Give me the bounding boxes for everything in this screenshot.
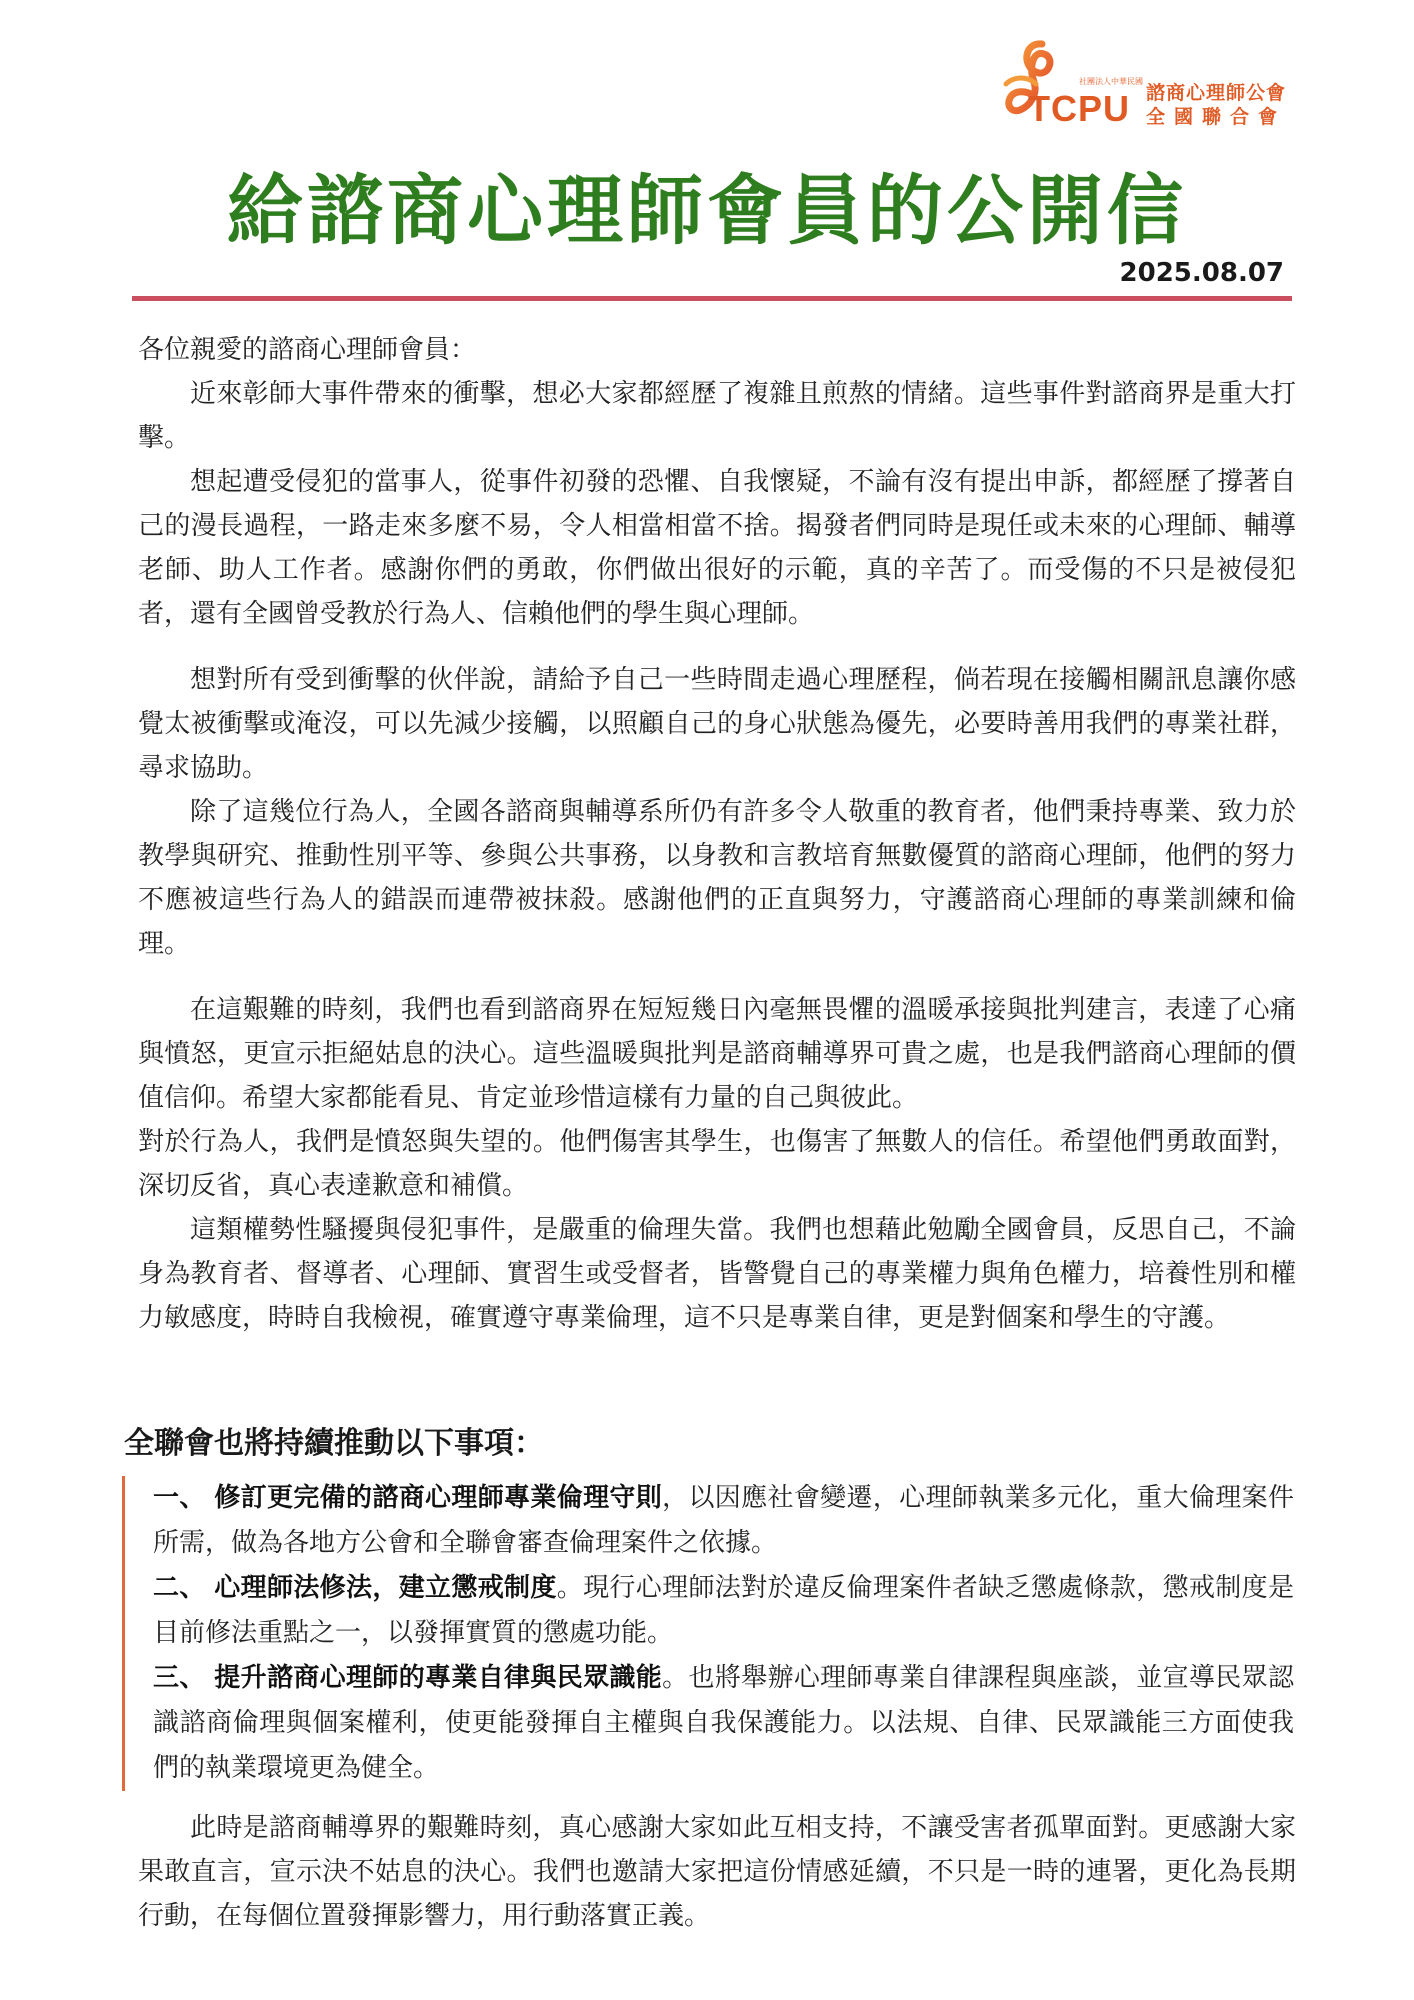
paragraph-2: 想起遭受侵犯的當事人，從事件初發的恐懼、自我懷疑，不論有沒有提出申訴，都經歷了撐著自己的漫長過程，一路走來多麼不易，令人相當相當不捨。揭發者們同時是現任或未來的心理師、輔導老師、助人工作者。感謝你們的勇敢，你們做出很好的示範，真的辛苦了。而受傷的不只是被侵犯者，還有全國曾受教於行為人、信賴他們的學生與心理師。 <box>138 467 1296 629</box>
letter-date: 2025.08.07 <box>1119 258 1284 288</box>
paragraph-6: 對於行為人，我們是憤怒與失望的。他們傷害其學生，也傷害了無數人的信任。希望他們勇敢面對，深切反省，真心表達歉意和補償。 <box>138 1127 1296 1201</box>
paragraph-4: 除了這幾位行為人，全國各諮商與輔導系所仍有許多令人敬重的教育者，他們秉持專業、致力於教學與研究、推動性別平等、參與公共事務，以身教和言教培育無數優質的諮商心理師，他們的努力不應被這些行為人的錯誤而連帶被抹殺。感謝他們的正直與努力，守護諮商心理師的專業訓練和倫理。 <box>138 797 1296 959</box>
greeting: 各位親愛的諮商心理師會員： <box>138 335 477 365</box>
closing-section <box>138 1806 1296 1938</box>
action-item <box>153 1656 1294 1791</box>
action-number: 二、 <box>153 1573 206 1603</box>
paragraph-1: 近來彰師大事件帶來的衝擊，想必大家都經歷了複雜且煎熬的情緒。這些事件對諮商界是重大打擊。 <box>138 379 1296 453</box>
closing-paragraph: 此時是諮商輔導界的艱難時刻，真心感謝大家如此互相支持，不讓受害者孤單面對。更感謝大家果敢直言，宣示決不姑息的決心。我們也邀請大家把這份情感延續，不只是一時的連署，更化為長期行動，在每個位置發揮影響力，用行動落實正義。 <box>138 1813 1296 1931</box>
logo-tcpu-text: TCPU <box>1028 88 1130 129</box>
paragraph-3: 想對所有受到衝擊的伙伴說，請給予自己一些時間走過心理歷程，倘若現在接觸相關訊息讓你感覺太被衝擊或淹沒，可以先減少接觸，以照顧自己的身心狀態為優先，必要時善用我們的專業社群，尋求協助。 <box>138 665 1296 783</box>
paragraph-5: 在這艱難的時刻，我們也看到諮商界在短短幾日內毫無畏懼的溫暖承接與批判建言，表達了心痛與憤怒，更宣示拒絕姑息的決心。這些溫暖與批判是諮商輔導界可貴之處，也是我們諮商心理師的價值信仰。希望大家都能看見、肯定並珍惜這樣有力量的自己與彼此。 <box>138 995 1296 1113</box>
action-text: 。現行心理師法對於違反倫理案件者缺乏懲處條款，懲戒制度是目前修法重點之一，以發揮實質的懲處功能。 <box>153 1573 1294 1648</box>
action-number: 三、 <box>153 1663 206 1693</box>
action-item <box>153 1476 1294 1566</box>
logo-small-text: 社團法人中華民國 <box>1079 77 1143 86</box>
logo-org-line1: 諮商心理師公會 <box>1146 82 1287 104</box>
action-heading: 提升諮商心理師的專業自律與民眾識能 <box>214 1663 663 1693</box>
tcpu-logo <box>984 36 1287 136</box>
action-list <box>122 1476 1294 1791</box>
logo-org-line2: 全國聯合會 <box>1146 106 1287 128</box>
letter-title: 給諮商心理師會員的公開信 <box>227 166 1187 255</box>
action-text: ，以因應社會變遷，心理師執業多元化，重大倫理案件所需，做為各地方公會和全聯會審查倫理案件之依據。 <box>153 1483 1294 1558</box>
action-heading: 修訂更完備的諮商心理師專業倫理守則 <box>214 1483 663 1513</box>
action-heading: 心理師法修法，建立懲戒制度 <box>214 1573 557 1603</box>
letter-body <box>138 328 1296 1340</box>
action-text: 。也將舉辦心理師專業自律課程與座談，並宣導民眾認識諮商倫理與個案權利，使更能發揮自主權與自我保護能力。以法規、自律、民眾識能三方面使我們的執業環境更為健全。 <box>153 1663 1294 1783</box>
action-item <box>153 1566 1294 1656</box>
action-number: 一、 <box>153 1483 206 1513</box>
section-title: 全聯會也將持續推動以下事項： <box>124 1426 544 1461</box>
title-divider <box>132 296 1292 301</box>
paragraph-7: 這類權勢性騷擾與侵犯事件，是嚴重的倫理失當。我們也想藉此勉勵全國會員，反思自己，不論身為教育者、督導者、心理師、實習生或受督者，皆警覺自己的專業權力與角色權力，培養性別和權力敏感度，時時自我檢視，確實遵守專業倫理，這不只是專業自律，更是對個案和學生的守護。 <box>138 1215 1296 1333</box>
